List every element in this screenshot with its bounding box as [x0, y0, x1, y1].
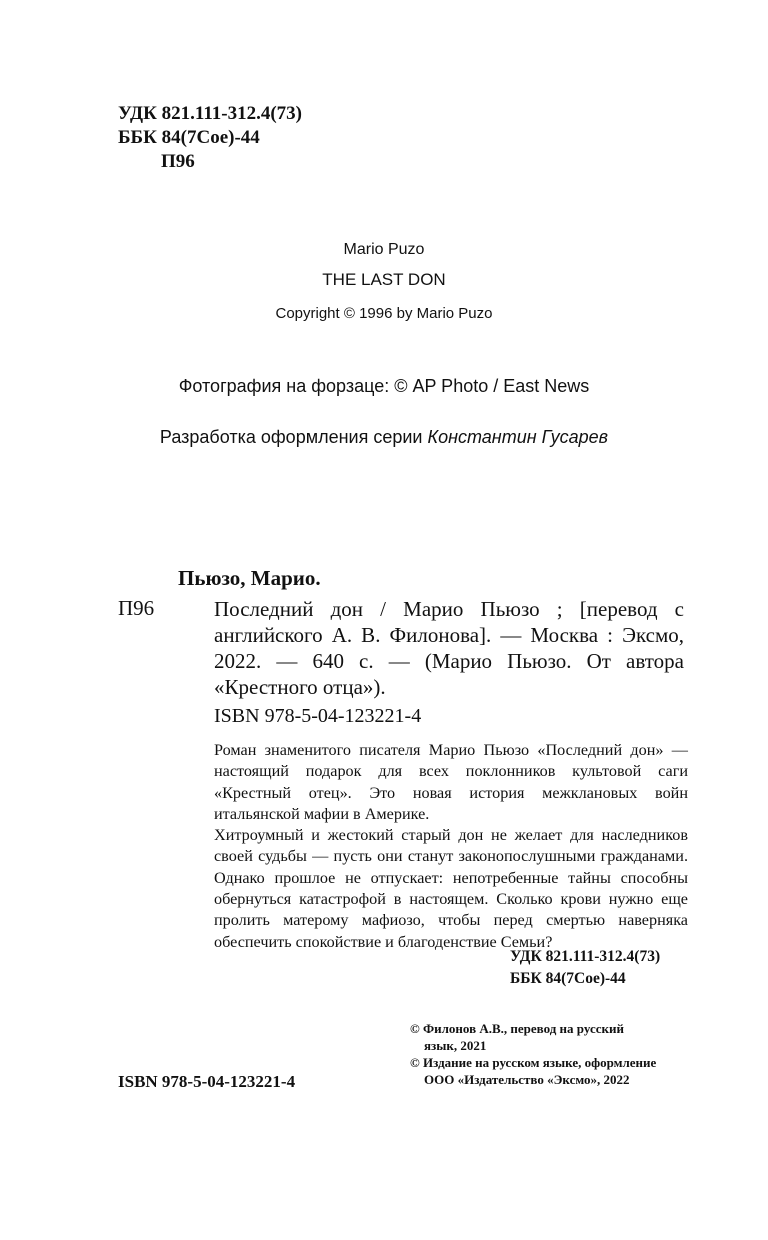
author-mark: П96 [161, 151, 195, 172]
design-credit-name: Константин Гусарев [427, 427, 609, 447]
bibliographic-author-mark: П96 [118, 596, 155, 620]
bibliographic-description: Последний дон / Марио Пьюзо ; [перевод с английского А. В. Филонова]. — Москва : Эксмо, 2022. — 640 с. — (Марио Пьюзо. От автора «Крестного отца»). [214, 597, 684, 699]
udk-code: УДК 821.111-312.4(73) [118, 103, 303, 124]
classification-bottom [510, 946, 660, 990]
bbk-code-bottom: ББК 84(7Сое)-44 [510, 970, 626, 987]
bibliographic-author-heading: Пьюзо, Марио. [178, 566, 321, 590]
copyright-block [410, 1020, 710, 1088]
photo-credit: Фотография на форзаце: © AP Photo / East News [178, 376, 590, 396]
bbk-code: ББК 84(7Сое)-44 [118, 127, 260, 148]
original-author: Mario Puzo [343, 241, 425, 258]
original-copyright: Copyright © 1996 by Mario Puzo [275, 305, 493, 322]
original-title: THE LAST DON [322, 270, 446, 289]
udk-code-bottom: УДК 821.111-312.4(73) [510, 948, 661, 965]
translation-copyright-cont: язык, 2021 [424, 1038, 487, 1053]
bibliographic-isbn: ISBN 978-5-04-123221-4 [214, 705, 422, 727]
annotation [214, 740, 688, 953]
isbn-bottom: ISBN 978-5-04-123221-4 [118, 1072, 296, 1091]
annotation-paragraph-2: Хитроумный и жестокий старый дон не желает для наследников своей судьбы — пусть они станут законопослушными гражданами. Однако прошлое не отпускает: непотребенные тайны способны обернуться катастрофой в настоящем. Сколько крови нужно еще пролить матерому мафиозо, чтобы перед смертью наверняка обеспечить спокойствие и благоденствие Семьи? [214, 826, 688, 951]
edition-copyright-cont: ООО «Издательство «Эксмо», 2022 [424, 1072, 630, 1087]
annotation-paragraph-1: Роман знаменитого писателя Марио Пьюзо «Последний дон» — настоящий подарок для всех поклонников культовой саги «Крестный отец». Это новая история межклановых войн итальянской мафии в Америке. [214, 741, 688, 823]
edition-copyright: © Издание на русском языке, оформление [410, 1055, 657, 1070]
design-credit-label: Разработка оформления серии [159, 427, 428, 447]
classification-block [118, 102, 302, 174]
design-credit [0, 427, 768, 448]
translation-copyright: © Филонов А.В., перевод на русский [410, 1021, 624, 1036]
